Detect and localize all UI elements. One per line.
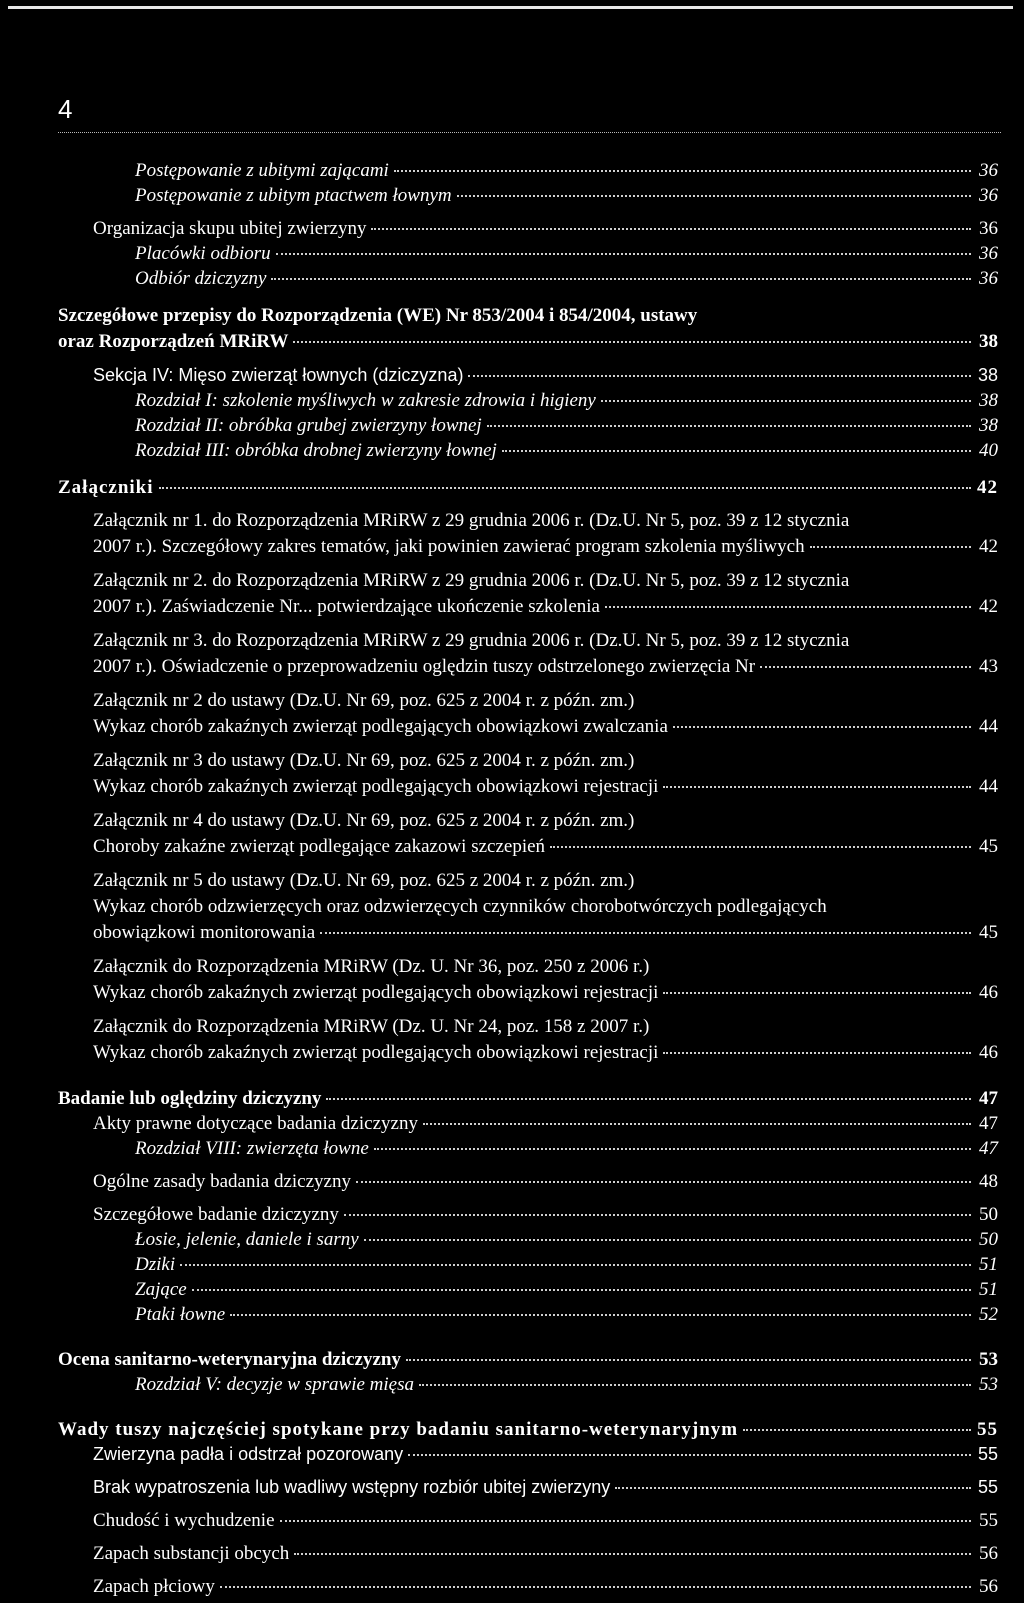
spacer	[58, 1194, 998, 1202]
toc-entry[interactable]	[93, 774, 998, 800]
toc-entry-title: Rozdział V: decyzje w sprawie mięsa	[135, 1374, 414, 1395]
dot-leader	[276, 253, 971, 255]
toc-entry[interactable]	[58, 1302, 998, 1327]
toc-entry-line: Załącznik nr 5 do ustawy (Dz.U. Nr 69, poz. 625 z 2004 r. z późn. zm.)	[93, 870, 635, 891]
spacer	[58, 800, 998, 808]
toc-entry[interactable]	[58, 1086, 998, 1111]
toc-entry-title: Zwierzyna padła i odstrzał pozorowany	[93, 1444, 404, 1464]
toc-entry-page: 55	[977, 1477, 998, 1497]
toc-entry[interactable]	[93, 920, 998, 946]
toc-entry-page: 36	[979, 185, 998, 206]
toc-entry-title: Wykaz chorób zakaźnych zwierząt podlegających obowiązkowi rejestracji	[93, 1042, 659, 1063]
spacer	[58, 1397, 998, 1417]
toc-entry-line: Szczegółowe przepisy do Rozporządzenia (WE) Nr 853/2004 i 854/2004, ustawy	[58, 305, 698, 326]
toc-entry-page: 36	[979, 243, 998, 264]
toc-entry-title: Sekcja IV: Mięso zwierząt łownych (dziczyzna)	[93, 365, 464, 385]
toc-multiline-entry[interactable]	[58, 508, 998, 560]
toc-entry-title: Chudość i wychudzenie	[93, 1510, 275, 1531]
toc-entry-line: Załącznik nr 1. do Rozporządzenia MRiRW z 29 grudnia 2006 r. (Dz.U. Nr 5, poz. 39 z 12 stycznia	[93, 510, 850, 531]
toc-entry[interactable]	[58, 1417, 998, 1442]
toc-entry[interactable]	[93, 714, 998, 740]
toc-entry[interactable]	[58, 1136, 998, 1161]
toc-entry[interactable]	[58, 1347, 998, 1372]
toc-entry-title: Postępowanie z ubitym ptactwem łownym	[135, 185, 452, 206]
scan-top-edge	[8, 6, 1013, 9]
dot-leader	[220, 1586, 971, 1588]
toc-multiline-entry[interactable]	[58, 568, 998, 620]
dot-leader	[760, 666, 971, 668]
toc-entry-page: 55	[977, 1444, 998, 1464]
toc-entry[interactable]	[58, 241, 998, 266]
toc-entry-line: Załącznik nr 4 do ustawy (Dz.U. Nr 69, poz. 625 z 2004 r. z późn. zm.)	[93, 810, 635, 831]
dot-leader	[423, 1123, 971, 1125]
toc-entry-page: 51	[979, 1279, 998, 1300]
spacer	[58, 946, 998, 954]
toc-entry-page: 36	[979, 268, 998, 289]
spacer	[58, 1006, 998, 1014]
toc-entry[interactable]	[58, 363, 998, 388]
toc-entry-line: Załącznik nr 3. do Rozporządzenia MRiRW z 29 grudnia 2006 r. (Dz.U. Nr 5, poz. 39 z 12 stycznia	[93, 630, 850, 651]
toc-entry[interactable]	[58, 216, 998, 241]
toc-multiline-entry[interactable]	[58, 688, 998, 740]
dot-leader	[605, 606, 971, 608]
toc-entry-page: 45	[979, 922, 998, 943]
dot-leader	[663, 992, 971, 994]
dot-leader	[371, 228, 971, 230]
toc-entry[interactable]	[58, 388, 998, 413]
toc-entry-title: Załączniki	[58, 477, 154, 498]
toc-entry[interactable]	[58, 1372, 998, 1397]
toc-entry[interactable]	[58, 438, 998, 463]
spacer	[58, 1533, 998, 1541]
toc-entry-title: Ptaki łowne	[135, 1304, 226, 1325]
toc-entry[interactable]	[93, 834, 998, 860]
dot-leader	[601, 400, 971, 402]
header-rule	[58, 132, 1001, 133]
toc-entry[interactable]	[58, 1277, 998, 1302]
toc-entry-page: 53	[979, 1374, 998, 1395]
dot-leader	[487, 425, 971, 427]
spacer	[58, 291, 998, 303]
toc-entry-title: Dziki	[135, 1254, 176, 1275]
toc-multiline-entry[interactable]	[58, 954, 998, 1006]
toc-entry-title: Rozdział VIII: zwierzęta łowne	[135, 1138, 369, 1159]
toc-entry-title: Postępowanie z ubitymi zającami	[135, 160, 389, 181]
dot-leader	[615, 1487, 971, 1489]
toc-entry-page: 55	[979, 1510, 998, 1531]
toc-entry[interactable]	[58, 1111, 998, 1136]
dot-leader	[408, 1454, 971, 1456]
toc-entry[interactable]	[58, 1442, 998, 1467]
toc-entry-title: Rozdział I: szkolenie myśliwych w zakresie zdrowia i higieny	[135, 390, 596, 411]
toc-entry[interactable]	[93, 1040, 998, 1066]
toc-entry[interactable]	[58, 475, 998, 500]
dot-leader	[159, 487, 971, 489]
toc-multiline-entry[interactable]	[58, 868, 998, 946]
toc-entry[interactable]	[58, 1541, 998, 1566]
spacer	[58, 1066, 998, 1086]
page-number: 4	[58, 94, 73, 124]
toc-entry-page: 44	[979, 776, 998, 797]
toc-entry-page: 38	[977, 365, 998, 385]
dot-leader	[810, 546, 971, 548]
dot-leader	[457, 195, 971, 197]
table-of-contents	[58, 158, 998, 1599]
toc-entry[interactable]	[93, 654, 998, 680]
dot-leader	[374, 1148, 971, 1150]
dot-leader	[293, 341, 971, 343]
dot-leader	[468, 375, 971, 377]
toc-entry-title: Ogólne zasady badania dziczyzny	[93, 1171, 351, 1192]
toc-entry[interactable]	[58, 329, 998, 355]
toc-entry-title: Wykaz chorób zakaźnych zwierząt podlegających obowiązkowi zwalczania	[93, 716, 668, 737]
toc-entry-page: 44	[979, 716, 998, 737]
toc-multiline-entry[interactable]	[58, 303, 998, 355]
spacer	[58, 1500, 998, 1508]
toc-entry-page: 46	[979, 1042, 998, 1063]
toc-entry-page: 47	[979, 1113, 998, 1134]
toc-multiline-entry[interactable]	[58, 808, 998, 860]
toc-entry[interactable]	[58, 183, 998, 208]
toc-entry-page: 36	[979, 160, 998, 181]
toc-entry-title: Ocena sanitarno-weterynaryjna dziczyzny	[58, 1349, 401, 1370]
toc-entry-title: 2007 r.). Szczegółowy zakres tematów, jaki powinien zawierać program szkolenia myśliwych	[93, 536, 805, 557]
toc-entry-page: 50	[979, 1229, 998, 1250]
dot-leader	[364, 1239, 971, 1241]
toc-entry-page: 42	[979, 536, 998, 557]
toc-entry-title: Brak wypatroszenia lub wadliwy wstępny rozbiór ubitej zwierzyny	[93, 1477, 611, 1497]
dot-leader	[663, 1052, 971, 1054]
toc-entry-page: 47	[979, 1138, 998, 1159]
toc-multiline-entry[interactable]	[58, 748, 998, 800]
toc-entry-title: Zapach substancji obcych	[93, 1543, 290, 1564]
dot-leader	[180, 1264, 971, 1266]
spacer	[58, 620, 998, 628]
toc-entry-title: Szczegółowe badanie dziczyzny	[93, 1204, 339, 1225]
toc-entry-title: Akty prawne dotyczące badania dziczyzny	[93, 1113, 418, 1134]
dot-leader	[419, 1384, 971, 1386]
dot-leader	[406, 1359, 971, 1361]
toc-entry[interactable]	[58, 1252, 998, 1277]
toc-entry-page: 56	[979, 1543, 998, 1564]
dot-leader	[550, 846, 971, 848]
toc-entry[interactable]	[58, 1202, 998, 1227]
toc-entry-title: 2007 r.). Oświadczenie o przeprowadzeniu oględzin tuszy odstrzelonego zwierzęcia Nr	[93, 656, 756, 677]
toc-entry-title: Rozdział II: obróbka grubej zwierzyny łownej	[135, 415, 482, 436]
toc-entry-page: 42	[979, 596, 998, 617]
dot-leader	[326, 1098, 971, 1100]
toc-entry-line: Załącznik do Rozporządzenia MRiRW (Dz. U. Nr 24, poz. 158 z 2007 r.)	[93, 1016, 650, 1037]
toc-entry-page: 56	[979, 1576, 998, 1597]
toc-entry[interactable]	[58, 1169, 998, 1194]
toc-entry-page: 53	[979, 1349, 998, 1370]
toc-entry[interactable]	[58, 1475, 998, 1500]
dot-leader	[356, 1181, 971, 1183]
spacer	[58, 1467, 998, 1475]
spacer	[58, 1566, 998, 1574]
toc-entry-page: 52	[979, 1304, 998, 1325]
toc-entry-page: 48	[979, 1171, 998, 1192]
toc-entry[interactable]	[58, 413, 998, 438]
toc-entry[interactable]	[93, 594, 998, 620]
spacer	[58, 500, 998, 508]
spacer	[58, 355, 998, 363]
toc-entry[interactable]	[58, 1227, 998, 1252]
spacer	[58, 860, 998, 868]
toc-entry-line: Załącznik do Rozporządzenia MRiRW (Dz. U. Nr 36, poz. 250 z 2006 r.)	[93, 956, 650, 977]
toc-entry-title: 2007 r.). Zaświadczenie Nr... potwierdzające ukończenie szkolenia	[93, 596, 600, 617]
toc-entry-title: Wykaz chorób zakaźnych zwierząt podlegających obowiązkowi rejestracji	[93, 776, 659, 797]
toc-entry-line: Załącznik nr 3 do ustawy (Dz.U. Nr 69, poz. 625 z 2004 r. z późn. zm.)	[93, 750, 635, 771]
toc-entry-title: Choroby zakaźne zwierząt podlegające zakazowi szczepień	[93, 836, 546, 857]
dot-leader	[294, 1553, 971, 1555]
dot-leader	[663, 786, 971, 788]
toc-entry-page: 43	[979, 656, 998, 677]
toc-entry[interactable]	[58, 1574, 998, 1599]
spacer	[58, 1161, 998, 1169]
dot-leader	[271, 278, 971, 280]
toc-entry-title: oraz Rozporządzeń MRiRW	[58, 331, 289, 352]
dot-leader	[192, 1289, 971, 1291]
toc-entry-page: 47	[979, 1088, 998, 1109]
spacer	[58, 1327, 998, 1347]
dot-leader	[230, 1314, 971, 1316]
toc-entry[interactable]	[58, 1508, 998, 1533]
toc-entry-title: Badanie lub oględziny dziczyzny	[58, 1088, 322, 1109]
toc-entry[interactable]	[58, 158, 998, 183]
toc-entry-title: Zapach płciowy	[93, 1576, 215, 1597]
toc-multiline-entry[interactable]	[58, 628, 998, 680]
toc-entry-title: Zające	[135, 1279, 187, 1300]
toc-entry-line: Wykaz chorób odzwierzęcych oraz odzwierzęcych czynników chorobotwórczych podlegających	[93, 896, 827, 917]
toc-entry-title: Wady tuszy najczęściej spotykane przy badaniu sanitarno-weterynaryjnym	[58, 1419, 739, 1440]
toc-entry-title: Rozdział III: obróbka drobnej zwierzyny łownej	[135, 440, 497, 461]
toc-entry-title: Wykaz chorób zakaźnych zwierząt podlegających obowiązkowi rejestracji	[93, 982, 659, 1003]
toc-entry[interactable]	[58, 266, 998, 291]
toc-entry-title: Organizacja skupu ubitej zwierzyny	[93, 218, 367, 239]
dot-leader	[394, 170, 971, 172]
spacer	[58, 680, 998, 688]
toc-entry-page: 36	[979, 218, 998, 239]
toc-entry-page: 38	[979, 331, 998, 352]
toc-entry-title: Placówki odbioru	[135, 243, 271, 264]
toc-entry-line: Załącznik nr 2. do Rozporządzenia MRiRW z 29 grudnia 2006 r. (Dz.U. Nr 5, poz. 39 z 12 stycznia	[93, 570, 850, 591]
toc-multiline-entry[interactable]	[58, 1014, 998, 1066]
toc-entry-page: 38	[979, 415, 998, 436]
toc-entry-page: 40	[979, 440, 998, 461]
toc-entry-page: 38	[979, 390, 998, 411]
toc-entry-title: Odbiór dziczyzny	[135, 268, 267, 289]
toc-entry-title: Łosie, jelenie, daniele i sarny	[135, 1229, 359, 1250]
dot-leader	[743, 1429, 971, 1431]
spacer	[58, 208, 998, 216]
toc-entry-page: 50	[979, 1204, 998, 1225]
toc-entry-page: 45	[979, 836, 998, 857]
dot-leader	[502, 450, 971, 452]
dot-leader	[320, 932, 971, 934]
spacer	[58, 463, 998, 475]
toc-entry-page: 51	[979, 1254, 998, 1275]
toc-entry-page: 42	[977, 477, 998, 498]
dot-leader	[673, 726, 971, 728]
dot-leader	[344, 1214, 971, 1216]
dot-leader	[280, 1520, 971, 1522]
spacer	[58, 560, 998, 568]
toc-entry[interactable]	[93, 980, 998, 1006]
toc-entry-page: 55	[977, 1419, 998, 1440]
toc-entry-line: Załącznik nr 2 do ustawy (Dz.U. Nr 69, poz. 625 z 2004 r. z późn. zm.)	[93, 690, 635, 711]
spacer	[58, 740, 998, 748]
toc-entry[interactable]	[93, 534, 998, 560]
toc-entry-page: 46	[979, 982, 998, 1003]
toc-entry-title: obowiązkowi monitorowania	[93, 922, 316, 943]
